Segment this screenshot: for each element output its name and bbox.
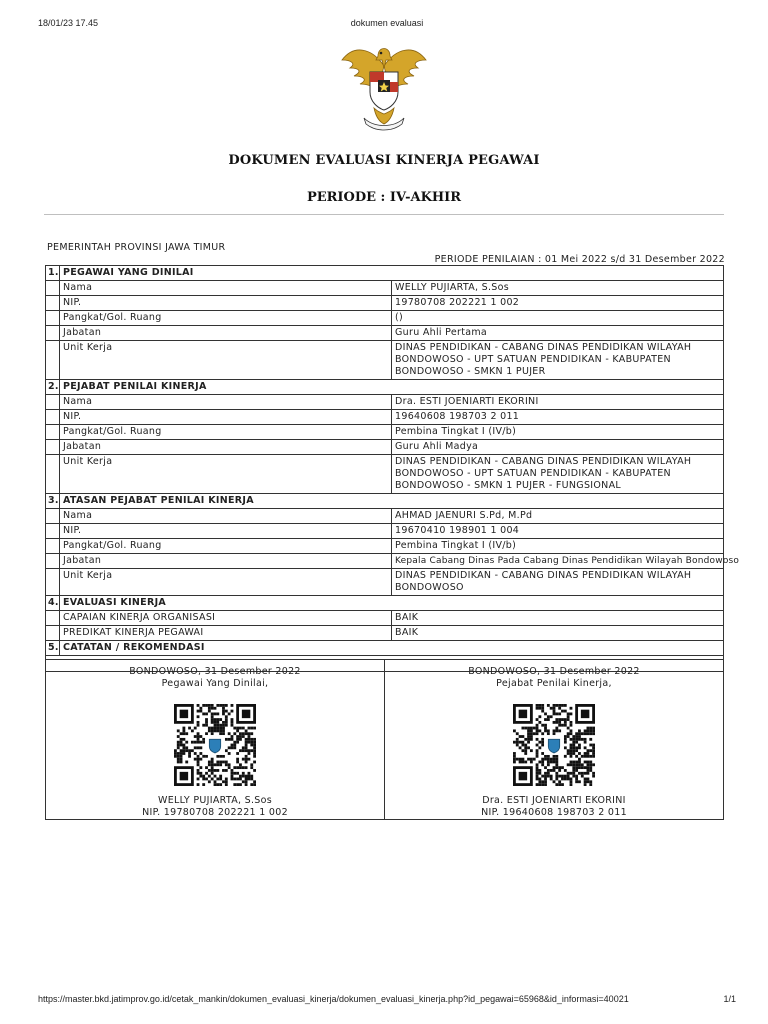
section-header [46, 494, 724, 509]
field-value: 19640608 198703 2 011 [392, 410, 724, 425]
section-header [46, 596, 724, 611]
section-header [46, 380, 724, 395]
section-number: 4. [46, 596, 60, 611]
field-label: Jabatan [60, 440, 392, 455]
document-period: PERIODE : IV-AKHIR [306, 190, 462, 205]
field-value: Dra. ESTI JOENIARTI EKORINI [392, 395, 724, 410]
table-row [46, 440, 724, 455]
field-value: AHMAD JAENURI S.Pd, M.Pd [392, 509, 724, 524]
field-value: BAIK [392, 611, 724, 626]
section-header [46, 641, 724, 656]
section-number: 1. [46, 266, 60, 281]
qr-code-icon [511, 704, 597, 786]
table-row [46, 524, 724, 539]
field-value: DINAS PENDIDIKAN - CABANG DINAS PENDIDIKAN WILAYAH BONDOWOSO - UPT SATUAN PENDIDIKAN - KABUPATEN BONDOWOSO - SMKN 1 PUJER [392, 341, 724, 380]
section-title: EVALUASI KINERJA [60, 596, 724, 611]
signature-nip: NIP. 19640608 198703 2 011 [481, 807, 627, 818]
print-date: 18/01/23 17.45 [38, 18, 99, 28]
table-row [46, 281, 724, 296]
signature-block-employee [46, 660, 385, 820]
document-title: DOKUMEN EVALUASI KINERJA PEGAWAI [228, 153, 540, 168]
field-value: Pembina Tingkat I (IV/b) [392, 539, 724, 554]
table-row [46, 395, 724, 410]
section-number: 3. [46, 494, 60, 509]
table-row [46, 554, 724, 569]
evaluation-table [45, 265, 740, 672]
field-value: Pembina Tingkat I (IV/b) [392, 425, 724, 440]
table-row [46, 425, 724, 440]
section-title: PEGAWAI YANG DINILAI [60, 266, 724, 281]
table-row [46, 626, 724, 641]
field-label: CAPAIAN KINERJA ORGANISASI [60, 611, 392, 626]
field-label: Unit Kerja [60, 569, 392, 596]
signature-place-date: BONDOWOSO, 31 Desember 2022 [129, 666, 301, 677]
table-row [46, 296, 724, 311]
field-value: DINAS PENDIDIKAN - CABANG DINAS PENDIDIKAN WILAYAH BONDOWOSO - UPT SATUAN PENDIDIKAN - KABUPATEN BONDOWOSO - SMKN 1 PUJER - FUNGSIONAL [392, 455, 724, 494]
field-label: Unit Kerja [60, 341, 392, 380]
section-header [46, 266, 724, 281]
signature-role: Pejabat Penilai Kinerja, [496, 678, 612, 689]
table-row [46, 341, 724, 380]
organization-name: PEMERINTAH PROVINSI JAWA TIMUR [47, 242, 226, 253]
table-row [46, 569, 724, 596]
table-row [46, 326, 724, 341]
divider [44, 214, 724, 215]
table-row [46, 509, 724, 524]
table-row [46, 455, 724, 494]
field-label: NIP. [60, 296, 392, 311]
field-label: Unit Kerja [60, 455, 392, 494]
section-number: 5. [46, 641, 60, 656]
field-label: PREDIKAT KINERJA PEGAWAI [60, 626, 392, 641]
print-url: https://master.bkd.jatimprov.go.id/cetak_mankin/dokumen_evaluasi_kinerja/dokumen_evaluasi_kinerja.php?id_pegawai=65968&id_informasi=40021 [38, 994, 629, 1004]
table-row [46, 539, 724, 554]
field-label: Jabatan [60, 554, 392, 569]
field-label: Jabatan [60, 326, 392, 341]
field-label: Pangkat/Gol. Ruang [60, 311, 392, 326]
field-label: NIP. [60, 524, 392, 539]
signature-name: WELLY PUJIARTA, S.Sos [158, 795, 272, 806]
field-value: 19670410 198901 1 004 [392, 524, 724, 539]
section-title: CATATAN / REKOMENDASI [60, 641, 724, 656]
table-row [46, 311, 724, 326]
field-value: 19780708 202221 1 002 [392, 296, 724, 311]
section-title: PEJABAT PENILAI KINERJA [60, 380, 724, 395]
garuda-emblem-icon [334, 38, 434, 138]
field-label: Pangkat/Gol. Ruang [60, 425, 392, 440]
print-title: dokumen evaluasi [350, 18, 424, 28]
field-value: Guru Ahli Pertama [392, 326, 724, 341]
field-label: NIP. [60, 410, 392, 425]
field-value: BAIK [392, 626, 724, 641]
field-value: DINAS PENDIDIKAN - CABANG DINAS PENDIDIKAN WILAYAH BONDOWOSO [392, 569, 724, 596]
table-row [46, 611, 724, 626]
field-value: Kepala Cabang Dinas Pada Cabang Dinas Pendidikan Wilayah Bondowoso [392, 554, 724, 569]
field-label: Nama [60, 281, 392, 296]
qr-code-icon [172, 704, 258, 786]
field-label: Nama [60, 509, 392, 524]
signature-role: Pegawai Yang Dinilai, [161, 678, 269, 689]
field-label: Nama [60, 395, 392, 410]
print-header [38, 18, 736, 32]
field-value: Guru Ahli Madya [392, 440, 724, 455]
section-title: ATASAN PEJABAT PENILAI KINERJA [60, 494, 724, 509]
signature-table [45, 659, 724, 820]
field-label: Pangkat/Gol. Ruang [60, 539, 392, 554]
signature-name: Dra. ESTI JOENIARTI EKORINI [482, 795, 626, 806]
signature-place-date: BONDOWOSO, 31 Desember 2022 [468, 666, 640, 677]
signature-nip: NIP. 19780708 202221 1 002 [142, 807, 288, 818]
section-number: 2. [46, 380, 60, 395]
signature-block-assessor [385, 660, 724, 820]
page-number: 1/1 [723, 994, 736, 1004]
assessment-period: PERIODE PENILAIAN : 01 Mei 2022 s/d 31 Desember 2022 [434, 254, 725, 265]
field-value: WELLY PUJIARTA, S.Sos [392, 281, 724, 296]
table-row [46, 410, 724, 425]
field-value: () [392, 311, 724, 326]
